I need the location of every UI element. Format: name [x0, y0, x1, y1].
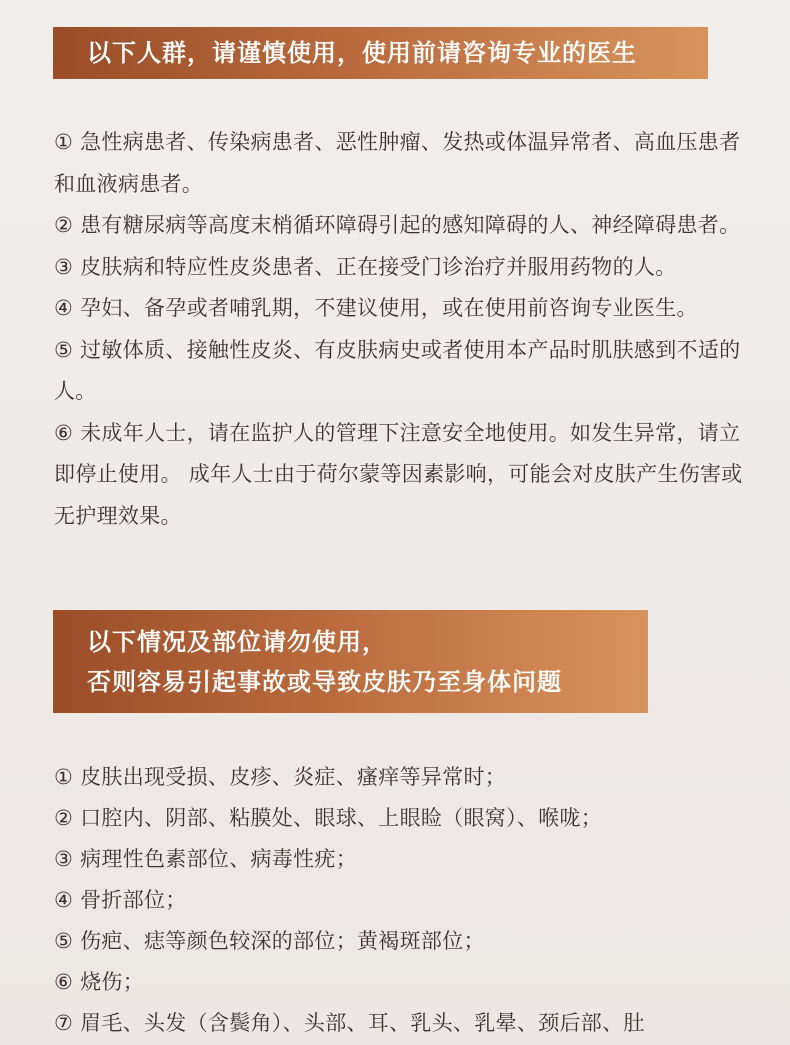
list-item: ⑥ 烧伤； [54, 970, 145, 994]
list-item: ④ 孕妇、备孕或者哺乳期，不建议使用，或在使用前咨询专业医生。 [54, 296, 698, 320]
caution-section-title: 以下人群，请谨慎使用，使用前请咨询专业的医生 [87, 39, 637, 67]
list-item: ⑦ 眉毛、头发（含鬓角）、头部、耳、乳头、乳晕、颈后部、肚 [54, 1011, 645, 1035]
prohibited-areas-list [54, 757, 744, 1044]
prohibited-section-title-line2: 否则容易引起事故或导致皮肤乃至身体问题 [87, 668, 562, 696]
list-item: ① 皮肤出现受损、皮疹、炎症、瘙痒等异常时； [54, 765, 507, 789]
list-item: ② 患有糖尿病等高度末梢循环障碍引起的感知障碍的人、神经障碍患者。 [54, 213, 741, 237]
caution-section-header [53, 27, 708, 79]
list-item: ③ 皮肤病和特应性皮炎患者、正在接受门诊治疗并服用药物的人。 [54, 254, 677, 279]
prohibited-section-header [53, 610, 648, 713]
list-item: ② 口腔内、阴部、粘膜处、眼球、上眼睑（眼窝）、喉咙； [54, 806, 603, 830]
caution-people-list [54, 122, 744, 537]
list-item: ⑥ 未成年人士，请在监护人的管理下注意安全地使用。如发生异常，请立即停止使用。 成年人士由于荷尔蒙等因素影响，可能会对皮肤产生伤害或无护理效果。 [54, 420, 743, 528]
prohibited-section-title-line1: 以下情况及部位请勿使用， [87, 628, 387, 656]
list-item: ③ 病理性色素部位、病毒性疣； [54, 847, 358, 871]
list-item: ① 急性病患者、传染病患者、恶性肿瘤、发热或体温异常者、高血压患者和血液病患者。 [54, 130, 741, 196]
list-item: ⑤ 过敏体质、接触性皮炎、有皮肤病史或者使用本产品时肌肤感到不适的人。 [54, 337, 741, 403]
list-item: ④ 骨折部位； [54, 888, 187, 912]
list-item: ⑤ 伤疤、痣等颜色较深的部位；黄褐斑部位； [54, 929, 485, 953]
